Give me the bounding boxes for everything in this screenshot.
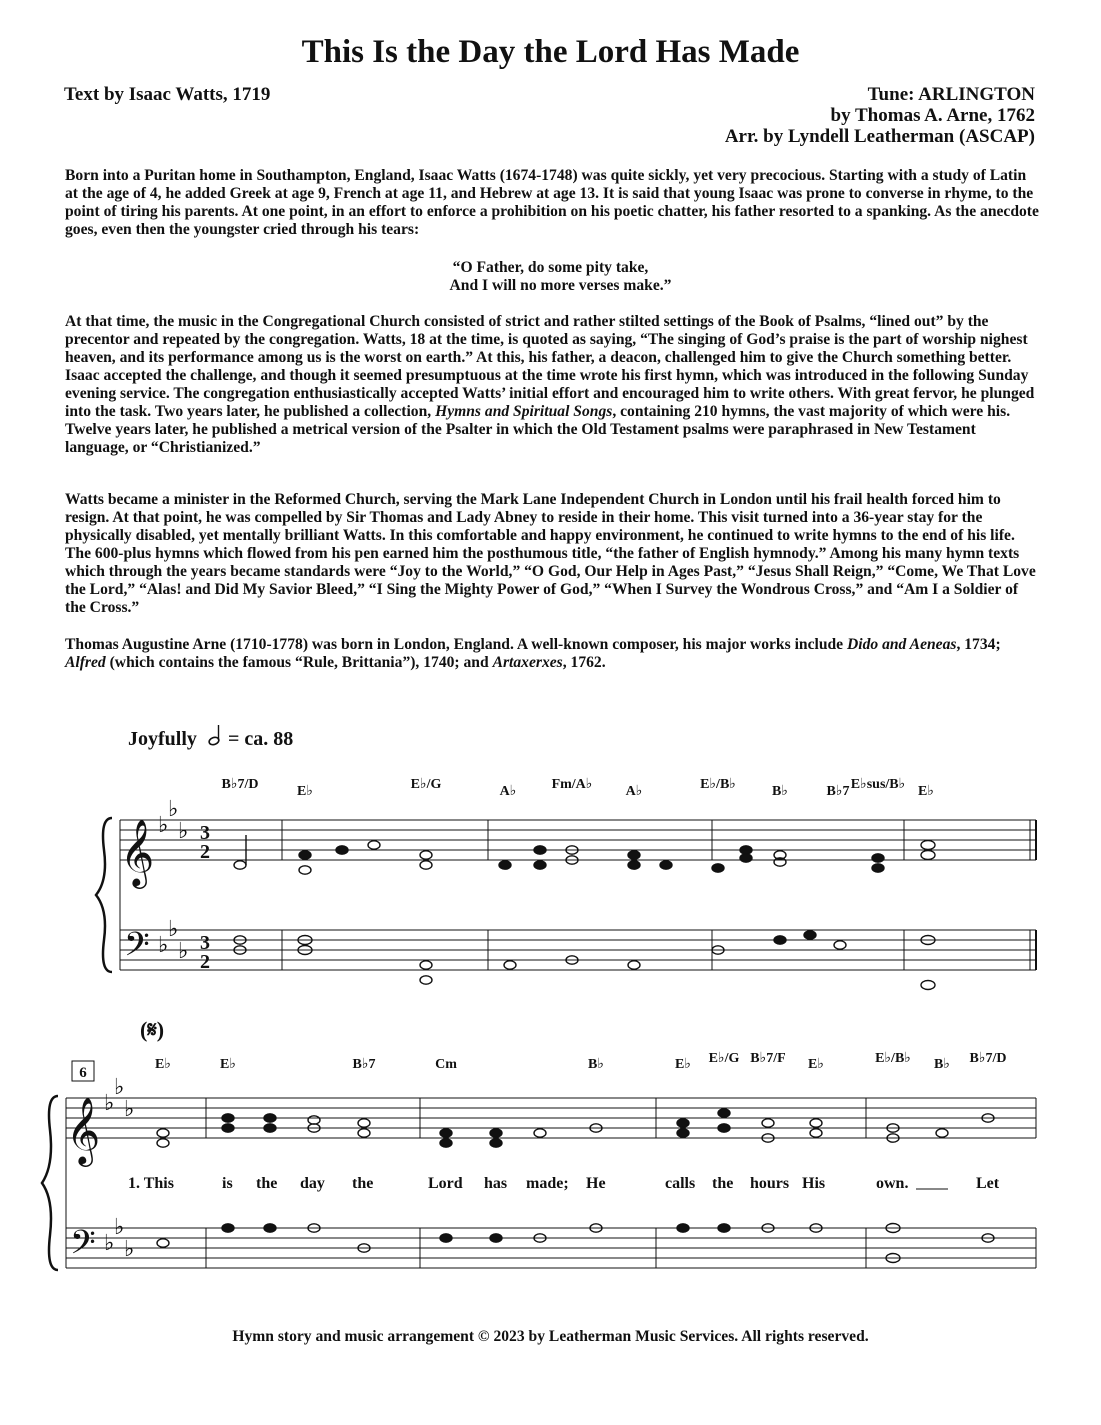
story-paragraph-3: Watts became a minister in the Reformed Church, serving the Mark Lane Independent Church in London until his frail health forced him to resign. At that point, he was compelled by Sir Thomas and Lady Abney to reside in their home. This visit turned into a 36-year stay for the physically disabled, yet mentally brilliant Watts. In this comfortable and happy environment, he continued to write hymns to the end of his life. The 600-plus hymns which flowed from his pen earned him the posthumous title, “the father of English hymnody.” Among his many hymn texts which through the years became standards were “Joy to the World,” “O God, Our Help in Ages Past,” “Jesus Shall Reign,” “Come, We That Love the Lord,” “Alas! and Did My Savior Bleed,” “I Sing the Mighty Power of God,” “When I Survey the Wondrous Cross,” and “Am I a Soldier of the Cross.” (65, 491, 1036, 616)
chord-symbol: E♭ (297, 784, 313, 799)
tune-composer: by Thomas A. Arne, 1762 (830, 105, 1035, 126)
quote-line-2: And I will no more verses make.” (449, 277, 672, 294)
quote-line-1: “O Father, do some pity take, (452, 259, 649, 276)
chord-symbol: E♭/G (410, 777, 442, 792)
lyric-syllable: is (222, 1175, 233, 1192)
chord-symbol: Cm (435, 1057, 457, 1072)
chord-symbol: B♭ (772, 784, 788, 799)
copyright-footer: Hymn story and music arrangement © 2023 by Leatherman Music Services. All rights reserved. (232, 1328, 869, 1345)
quote (0, 259, 1101, 295)
notes-system-1 (234, 835, 935, 990)
svg-text:♭: ♭ (114, 1214, 125, 1239)
text-credit: Text by Isaac Watts, 1719 (64, 84, 271, 105)
chord-symbol: B♭7 (826, 784, 850, 799)
lyric-syllable: Lord (428, 1175, 463, 1192)
chord-symbol: B♭7 (352, 1057, 376, 1072)
lyric-syllable: own. (876, 1175, 909, 1192)
time-bottom: 2 (200, 841, 210, 863)
lyric-syllable: calls (665, 1175, 696, 1192)
chord-symbol: E♭ (918, 784, 934, 799)
segno-mark: (𝄋) (140, 1017, 165, 1042)
treble-clef-icon: 𝄞 (120, 820, 155, 885)
lyrics (128, 1175, 1000, 1192)
book-title: Hymns and Spiritual Songs (435, 403, 613, 420)
bass-clef-icon: 𝄢 (70, 1224, 96, 1269)
chord-symbol: B♭7/D (969, 1051, 1007, 1066)
treble-clef-icon: 𝄞 (66, 1098, 101, 1163)
key-signature-flats-2 (104, 1074, 134, 1261)
svg-text:♭: ♭ (168, 916, 179, 941)
time-signature (200, 822, 210, 973)
lyric-syllable: He (586, 1175, 606, 1192)
notes-system-2 (157, 1109, 994, 1263)
chord-symbol: B♭ (934, 1057, 950, 1072)
p2-text-b: , containing 210 hymns, the vast majority of which were his. Twelve years later, he published a metrical version of the Psalter in which the Old Testament psalms were paraphrased in New Testament language, or “Christianized.” (65, 403, 1011, 456)
story-paragraph-1: Born into a Puritan home in Southampton, England, Isaac Watts (1674-1748) was quite sickly, yet very precocious. Starting with a study of Latin at the age of 4, he added Greek at age 9, French at age 11, and Hebrew at age 13. It is said that young Isaac was prone to converse in rhyme, to the point of tiring his parents. At one point, in an effort to enforce a prohibition on his poetic chatter, his father resorted to a spanking. As the anecdote goes, even then the youngster cried through his tears: (65, 167, 1039, 238)
chord-symbol: E♭ (155, 1057, 171, 1072)
work-title-alfred: Alfred (65, 654, 106, 671)
time-top-bass: 3 (200, 932, 210, 954)
chord-symbol: E♭ (675, 1057, 691, 1072)
tune-arranger: Arr. by Lyndell Leatherman (ASCAP) (724, 126, 1035, 147)
svg-text:♭: ♭ (158, 812, 169, 837)
lyric-syllable: hours (750, 1175, 790, 1192)
time-top: 3 (200, 822, 210, 844)
svg-text:♭: ♭ (124, 1096, 135, 1121)
chords-system-1 (222, 777, 934, 799)
chord-symbol: E♭ (808, 1057, 824, 1072)
svg-text:♭: ♭ (104, 1230, 115, 1255)
lyric-syllable: 1. This (128, 1175, 174, 1192)
chord-symbol: E♭/G (708, 1051, 740, 1066)
svg-text:♭: ♭ (114, 1074, 125, 1099)
tune-credit (725, 84, 1035, 147)
story-paragraph-2 (65, 313, 1040, 457)
chord-symbol: B♭7/F (750, 1051, 786, 1066)
tune-name: Tune: ARLINGTON (867, 84, 1035, 105)
brace (96, 818, 112, 972)
chord-symbol: A♭ (499, 784, 517, 799)
measure-number: 6 (79, 1065, 87, 1081)
chords-system-2 (155, 1051, 1006, 1072)
work-title-dido: Dido and Aeneas (847, 636, 957, 653)
music-score (0, 700, 1101, 1310)
page-title: This Is the Day the Lord Has Made (301, 34, 800, 70)
p4-text-d: , 1762. (562, 654, 606, 671)
tempo-half-note-icon (208, 725, 220, 746)
svg-text:♭: ♭ (178, 938, 189, 963)
chord-symbol: E♭/B♭ (700, 777, 736, 792)
brace-2 (42, 1096, 58, 1270)
svg-text:♭: ♭ (178, 818, 189, 843)
bass-clef-icon: 𝄢 (124, 926, 150, 971)
time-bottom-bass: 2 (200, 951, 210, 973)
lyric-syllable: Let (976, 1175, 1000, 1192)
p4-text-b: , 1734; (956, 636, 1001, 653)
chord-symbol: B♭ (588, 1057, 604, 1072)
svg-text:♭: ♭ (158, 932, 169, 957)
svg-text:♭: ♭ (168, 796, 179, 821)
p2-text-a: At that time, the music in the Congregational Church consisted of strict and rather stilted settings of the Book of Psalms, “lined out” by the precentor and repeated by the congregation. Watts, 18 at the time, is quoted as saying, “The singing of God’s praise is the part of worship nighest heaven, and its performance among us is the worst on earth.” At this, his father, a deacon, challenged him to give the Church something better. Isaac accepted the challenge, and though it seemed presumptuous at the time wrote his first hymn, which was introduced in the following Sunday evening service. The congregation enthusiastically accepted Watts’ initial effort and encouraged him to write others. With great fervor, he plunged into the task. Two years later, he published a collection, (65, 313, 1035, 420)
tempo-text: Joyfully (128, 728, 197, 750)
p4-text-c: (which contains the famous “Rule, Brittania”), 1740; and (105, 654, 493, 671)
chord-symbol: E♭sus/B♭ (850, 777, 906, 792)
lyric-syllable: the (352, 1175, 374, 1192)
system-1 (120, 820, 1036, 970)
chord-symbol: A♭ (625, 784, 643, 799)
lyric-syllable: the (712, 1175, 734, 1192)
lyric-syllable: the (256, 1175, 278, 1192)
story-paragraph-4 (65, 636, 1040, 672)
svg-text:♭: ♭ (104, 1090, 115, 1115)
lyric-syllable: His (802, 1175, 826, 1192)
lyric-syllable: made; (526, 1175, 569, 1192)
lyric-syllable: day (300, 1175, 325, 1192)
svg-text:♭: ♭ (124, 1236, 135, 1261)
chord-symbol: B♭7/D (221, 777, 259, 792)
chord-symbol: Fm/A♭ (551, 777, 593, 792)
chord-symbol: E♭/B♭ (875, 1051, 911, 1066)
key-signature-flats (158, 796, 188, 963)
lyric-syllable: has (484, 1175, 508, 1192)
work-title-artaxerxes: Artaxerxes (492, 654, 563, 671)
tempo-value: = ca. 88 (228, 728, 294, 750)
p4-text-a: Thomas Augustine Arne (1710-1778) was born in London, England. A well-known composer, his major works include (65, 636, 847, 653)
chord-symbol: E♭ (220, 1057, 236, 1072)
